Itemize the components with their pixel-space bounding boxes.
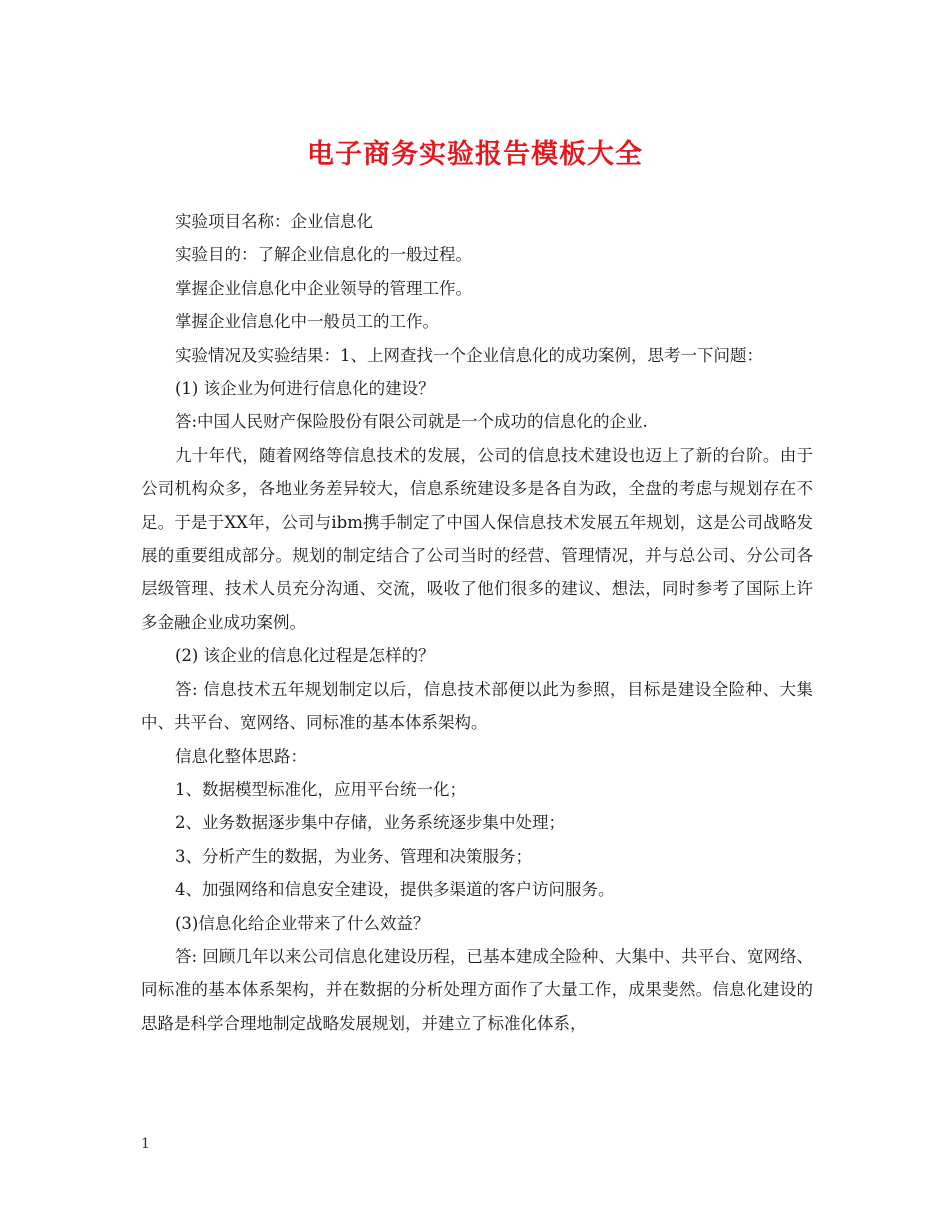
paragraph: 信息化整体思路： xyxy=(175,746,307,766)
paragraph: 1、数据模型标准化，应用平台统一化； xyxy=(175,779,466,799)
paragraph: 2、业务数据逐步集中存储，业务系统逐步集中处理； xyxy=(175,813,565,833)
paragraph: 掌握企业信息化中企业领导的管理工作。 xyxy=(175,278,472,298)
paragraph: 4、加强网络和信息安全建设，提供多渠道的客户访问服务。 xyxy=(175,880,615,900)
paragraph: 答:中国人民财产保险股份有限公司就是一个成功的信息化的企业. xyxy=(175,412,648,432)
paragraph: 实验项目名称：企业信息化 xyxy=(175,212,373,231)
paragraph: 答: 回顾几年以来公司信息化建设历程，已基本建成全险种、大集中、共平台、宽网络、同标准的基本体系架构，并在数据的分析处理方面作了大量工作，成果斐然。信息化建设的思路是科学合理地制定战略发展规划，并建立了标准化体系， xyxy=(141,946,813,1033)
paragraph: (1) 该企业为何进行信息化的建设？ xyxy=(175,379,435,399)
paragraph: 3、分析产生的数据，为业务、管理和决策服务； xyxy=(175,846,532,866)
paragraph: 掌握企业信息化中一般员工的工作。 xyxy=(175,312,439,332)
document-body xyxy=(141,205,813,1040)
document-title: 电子商务实验报告模板大全 xyxy=(307,139,643,170)
paragraph: 实验情况及实验结果：1、上网查找一个企业信息化的成功案例，思考一下问题： xyxy=(175,345,763,365)
paragraph: (3)信息化给企业带来了什么效益？ xyxy=(175,913,430,933)
page-number: 1 xyxy=(141,1136,150,1152)
paragraph: 九十年代，随着网络等信息技术的发展，公司的信息技术建设也迈上了新的台阶。由于公司机构众多，各地业务差异较大，信息系统建设多是各自为政，全盘的考虑与规划存在不足。于是于XX年，公司与ibm携手制定了中国人保信息技术发展五年规划，这是公司战略发展的重要组成部分。规划的制定结合了公司当时的经营、管理情况，并与总公司、分公司各层级管理、技术人员充分沟通、交流，吸收了他们很多的建议、想法，同时参考了国际上许多金融企业成功案例。 xyxy=(141,445,813,632)
paragraph: 实验目的：了解企业信息化的一般过程。 xyxy=(175,245,472,265)
paragraph: 答: 信息技术五年规划制定以后，信息技术部便以此为参照，目标是建设全险种、大集中、共平台、宽网络、同标准的基本体系架构。 xyxy=(141,679,813,733)
paragraph: (2) 该企业的信息化过程是怎样的？ xyxy=(175,646,435,666)
